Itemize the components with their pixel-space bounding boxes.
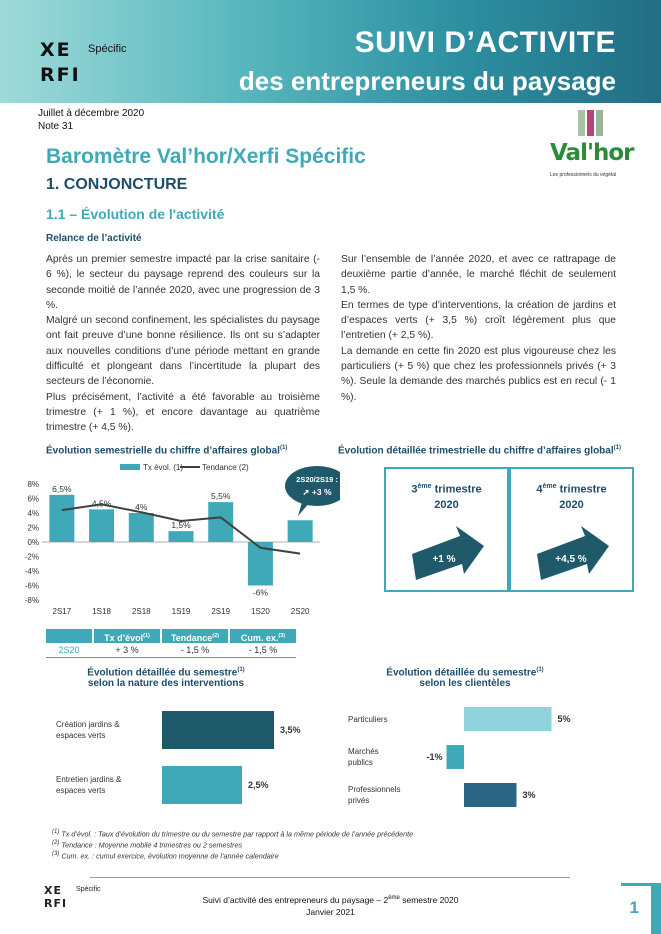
y-tick-label: 2% <box>27 523 39 533</box>
category-label: publics <box>348 758 373 767</box>
bar-client-0 <box>464 707 552 731</box>
kpi-box-q3: 3ème trimestre 2020 +1 % <box>384 467 509 592</box>
interventions-chart-title: Évolution détaillée du semestre$^{(1)}$ selon la nature des interventions <box>87 667 245 690</box>
bar-2S20 <box>288 520 313 542</box>
callout-text-line2: ➚ +3 % <box>302 487 332 497</box>
y-tick-label: -8% <box>24 596 39 605</box>
bar-value-label: 2,5% <box>248 780 269 790</box>
valhor-emblem-icon <box>578 110 604 136</box>
paragraph-heading: Relance de l’activité <box>46 233 142 244</box>
x-tick-label: 2S19 <box>211 607 231 616</box>
bar-2S17 <box>49 495 74 542</box>
footer-divider <box>90 877 570 878</box>
bar-2S18 <box>129 513 154 542</box>
category-label: Marchés <box>348 747 379 756</box>
semester-bar-chart <box>20 458 340 626</box>
kpi-box-q4: 4ème trimestre 2020 +4,5 % <box>509 467 634 592</box>
bar-value-label: -6% <box>252 587 268 598</box>
clients-chart-title: Évolution détaillée du semestre$^{(1)}$ selon les clientèles <box>386 667 544 690</box>
legend-swatch-bars <box>120 464 140 470</box>
body-text-left: Après un premier semestre impacté par la crise sanitaire (- 6 %), le secteur du paysage reprend des couleurs sur la seconde moitié de l’année 2020, avec une progression de 3 %. Malgré un second confinement, les spécialistes du paysage ont fait preuve d’une bonne résilience. Ils ont su s’adapter aux nouvelles conditions d’une période mettant en grande difficulté et plongeant dans l’incertitude la plupart des secteurs de l’économie. Plus précisément, l’activité a été favorable au troisième trimestre (+ 1 %), et encore davantage au quatrième trimestre (+ 4,5 %). <box>46 254 320 434</box>
note-label: Note 31 <box>38 121 74 132</box>
y-tick-label: -6% <box>24 581 39 591</box>
subsection-title: 1.1 – Évolution de l'activité <box>46 206 225 222</box>
callout-bubble <box>285 466 340 506</box>
category-label: espaces verts <box>56 731 106 740</box>
summary-table-row: 2S20 + 3 % - 1,5 % - 1,5 % <box>46 643 296 658</box>
valhor-logo: Val'hor Les professionnels du végétal <box>548 110 628 180</box>
y-tick-label: 8% <box>27 480 39 489</box>
kpi-value-q3: +1 % <box>432 554 456 565</box>
interventions-bar-chart <box>40 700 320 810</box>
section-title: 1. CONJONCTURE <box>46 176 188 193</box>
arrow-up-right-icon <box>408 524 486 584</box>
category-label: espaces verts <box>56 786 106 795</box>
bar-value-label: 6,5% <box>52 483 72 494</box>
y-tick-label: 6% <box>27 494 39 504</box>
clients-bar-chart <box>340 700 620 815</box>
bar-client-1 <box>447 745 465 769</box>
x-tick-label: 2S18 <box>131 607 151 616</box>
category-label: privés <box>348 796 370 805</box>
bar-value-label: 4,5% <box>91 498 112 509</box>
callout-text-line1: 2S20/2S19 : <box>296 475 338 484</box>
y-tick-label: 4% <box>27 509 39 518</box>
bar-value-label: 1,5% <box>171 520 191 531</box>
footnote-1: $^{(1)}$ Tx d’évol. : Taux d’évolution du trimestre ou du semestre par rapport à la même période de l’année précédente <box>52 829 414 839</box>
category-label: Professionnels <box>348 785 401 794</box>
bar-value-label: 5,5% <box>211 491 231 502</box>
bar-1S19 <box>169 531 194 542</box>
semester-chart-title: Évolution semestrielle du chiffre d’affaires global$^{(1)}$ <box>46 445 288 457</box>
footnote-3: $^{(3)}$ Cum. ex. : cumul exercice, évolution moyenne de l’année calendaire <box>52 851 279 861</box>
summary-table-header: Tx d’évol$^{(1)}$ Tendance$^{(2)}$ Cum. ex.$^{(3)}$ <box>46 628 296 643</box>
footnote-2: $^{(2)}$ Tendance : Moyenne mobile 4 trimestres ou 2 semestres <box>52 840 243 850</box>
bar-value-label: 3% <box>522 790 536 800</box>
body-text-right: Sur l’ensemble de l’année 2020, et avec ce rattrapage de deuxième partie d’année, le marché fléchit de seulement 1,5 %. En termes de type d’interventions, la création de jardins et d’espaces verts (+ 3,5 %) croît légèrement plus que l’entretien (+ 2,5 %). La demande en cette fin 2020 est plus vigoureuse chez les particuliers (+ 5 %) que chez les professionnels privés (+ 3 %). Seule la demande des marchés publics est en recul (- 1 %). <box>341 254 616 403</box>
bar-value-label: 4% <box>135 502 148 512</box>
page-number: 1 <box>629 898 639 917</box>
x-tick-label: 1S19 <box>171 607 191 616</box>
bar-entretien <box>162 766 242 804</box>
x-tick-label: 1S20 <box>251 607 270 616</box>
bar-client-2 <box>464 783 517 807</box>
footer-date: Janvier 2021 <box>306 907 355 917</box>
category-label: Particuliers <box>348 715 388 724</box>
x-tick-label: 2S20 <box>290 607 310 616</box>
y-tick-label: -4% <box>24 567 39 576</box>
summary-table <box>46 628 296 658</box>
legend-label-bars: Tx évol. (1) <box>143 463 184 472</box>
bar-value-label: -1% <box>426 752 443 762</box>
header-subtitle: des entrepreneurs du paysage <box>238 66 616 96</box>
legend-label-line: Tendance (2) <box>202 463 249 472</box>
bar-value-label: 5% <box>557 714 571 724</box>
x-tick-label: 1S18 <box>92 607 111 616</box>
bar-value-label: 3,5% <box>280 725 301 735</box>
bar-creation <box>162 711 274 749</box>
arrow-up-right-icon <box>533 524 611 584</box>
period-label: Juillet à décembre 2020 <box>38 108 145 119</box>
y-tick-label: 0% <box>27 538 39 547</box>
quarterly-kpi-title: Évolution détaillée trimestrielle du chiffre d’affaires global$^{(1)}$ <box>338 445 621 457</box>
category-label: Création jardins & <box>56 720 120 729</box>
footer-xerfi-logo: XE RFI <box>44 884 68 910</box>
xerfi-logo: XE RFI <box>40 39 81 86</box>
y-tick-label: -2% <box>24 552 39 562</box>
bar-2S19 <box>208 502 233 542</box>
logo-tagline: Spécific <box>88 43 127 55</box>
document-title: Baromètre Val’hor/Xerfi Spécific <box>46 145 366 168</box>
footer-logo-tagline: Spécific <box>76 886 101 893</box>
footer-title: Suivi d’activité des entrepreneurs du paysage – 2ème semestre 2020 <box>202 895 459 905</box>
category-label: Entretien jardins & <box>56 775 122 784</box>
bar-1S18 <box>89 509 114 542</box>
kpi-value-q4: +4,5 % <box>555 554 587 565</box>
x-tick-label: 2S17 <box>52 607 72 616</box>
header-title: SUIVI D’ACTIVITE <box>354 26 616 59</box>
